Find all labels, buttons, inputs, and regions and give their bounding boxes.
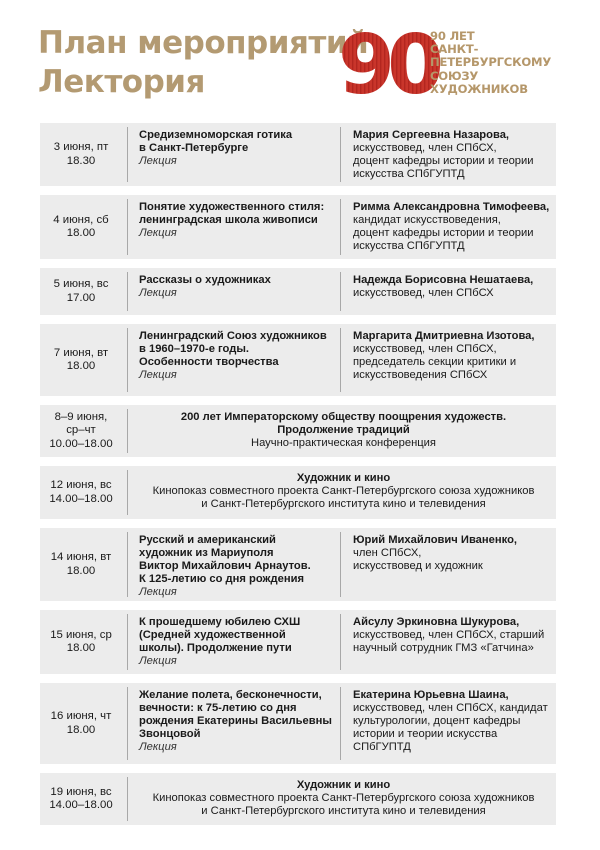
column-divider [127, 409, 128, 453]
column-divider [340, 272, 341, 311]
event-title-line: Звонцовой [139, 728, 201, 741]
speaker-role-line: культурологии, доцент кафедры [353, 715, 521, 728]
speaker-role-line: искусства СПбГУПТД [353, 240, 465, 253]
schedule-row [40, 528, 556, 601]
speaker-block [353, 201, 553, 253]
speaker-role-line: искусствовед, член СПбСХ, кандидат [353, 702, 548, 715]
logo-caption-line: ПЕТЕРБУРГСКОМУ [430, 55, 552, 70]
speaker-role-line: СПбГУПТД [353, 741, 411, 754]
speaker-role-line: искусствовед, член СПбСХ [353, 287, 494, 300]
event-date-inner [50, 629, 112, 656]
event-block [139, 689, 334, 754]
event-date-inner [54, 141, 109, 168]
speaker-role [353, 142, 553, 181]
speaker-role [353, 547, 553, 573]
event-date-line: 4 июня, сб [53, 213, 109, 226]
speaker-role-line: искусствовед, член СПбСХ, [353, 142, 497, 155]
page-title-line: Лектория [38, 64, 205, 100]
event-title-line: Средиземноморская готика [139, 129, 293, 141]
event-title-line: (Средней художественной [139, 629, 286, 642]
event-date-line: 18.00 [66, 642, 96, 654]
logo-caption-line: 90 ЛЕТ [430, 29, 475, 43]
event-title-line: в 1960–1970-е годы. [139, 343, 250, 356]
event-date-line: 17.00 [66, 291, 96, 304]
speaker-role-line: искусствовед, член СПбСХ, старший [353, 629, 545, 642]
column-divider [127, 272, 128, 311]
event-description-line: Кинопоказ совместного проекта Санкт-Петербургского союза художников [152, 485, 535, 498]
column-divider [127, 777, 128, 821]
event-block [139, 616, 334, 668]
logo-caption-line: САНКТ- [430, 42, 479, 57]
event-date-line: 18.00 [66, 227, 96, 239]
column-divider [127, 199, 128, 255]
speaker-role [353, 702, 553, 754]
schedule-row [40, 123, 556, 186]
event-date-line: 14.00–18.00 [49, 492, 113, 505]
speaker-role-line: член СПбСХ, [353, 547, 422, 560]
schedule-row [40, 683, 556, 764]
event-kind: Лекция [139, 369, 177, 382]
event-date-inner [51, 710, 112, 737]
event-date-line: ср–чт [66, 424, 96, 437]
event-description-line: и Санкт-Петербургского института кино и телевидения [201, 498, 486, 511]
speaker-name: Маргарита Дмитриевна Изотова, [353, 330, 535, 342]
event-title-line: Художник и кино [296, 472, 391, 484]
event-date [40, 773, 122, 825]
event-block [139, 129, 334, 168]
speaker-role-line: доцент кафедры истории и теории [353, 227, 534, 240]
event-kind: Лекция [139, 155, 177, 168]
event-title-line: Виктор Михайлович Арнаутов. [139, 560, 311, 573]
column-divider [127, 614, 128, 670]
event-date [40, 324, 122, 396]
schedule-row [40, 610, 556, 674]
speaker-name: Мария Сергеевна Назарова, [353, 129, 510, 141]
event-block [139, 534, 334, 599]
speaker-role-line: кандидат искусствоведения, [353, 214, 501, 227]
schedule-row [40, 324, 556, 396]
event-date-line: 8–9 июня, [54, 410, 108, 423]
event-date-line: 3 июня, пт [53, 141, 109, 153]
column-divider [127, 532, 128, 597]
event-kind: Лекция [139, 655, 177, 668]
event-block [139, 201, 334, 240]
speaker-role-line: искусства СПбГУПТД [353, 168, 465, 181]
event-date-line: 18.30 [66, 154, 96, 167]
event-title-line: рождения Екатерины Васильевны [139, 715, 332, 728]
page-title [38, 24, 368, 102]
column-divider [127, 687, 128, 760]
event-description-line: и Санкт-Петербургского института кино и телевидения [201, 805, 486, 818]
event-date [40, 123, 122, 186]
schedule-row [40, 268, 556, 315]
speaker-block [353, 689, 553, 754]
speaker-name: Надежда Борисовна Нешатаева, [353, 274, 534, 286]
event-kind: Лекция [139, 586, 177, 599]
event-date-inner [54, 347, 108, 374]
column-divider [340, 127, 341, 182]
event-date [40, 466, 122, 519]
event-date-inner [51, 551, 112, 578]
event-kind: Лекция [139, 287, 177, 300]
event-kind: Лекция [139, 741, 177, 754]
event-title-line: Рассказы о художниках [139, 274, 271, 286]
event-title-line: школы). Продолжение пути [139, 642, 292, 655]
column-divider [340, 614, 341, 670]
event-title-line: вечности: к 75-летию со дня [139, 702, 297, 715]
event-description-line: Научно-практическая конференция [251, 437, 436, 450]
anniversary-90-logo [337, 18, 437, 113]
event-schedule [40, 123, 556, 834]
event-date-line: 15 июня, ср [50, 628, 112, 641]
event-title-line: в Санкт-Петербурге [139, 142, 249, 155]
event-date [40, 405, 122, 457]
speaker-name: Юрий Михайлович Иваненко, [353, 534, 518, 546]
event-block [135, 472, 552, 511]
event-title-line: Русский и американский [139, 534, 276, 546]
speaker-name: Екатерина Юрьевна Шаина, [353, 689, 509, 701]
speaker-block [353, 616, 553, 655]
speaker-role [353, 629, 553, 655]
event-date [40, 195, 122, 259]
speaker-name: Римма Александровна Тимофеева, [353, 201, 550, 213]
column-divider [340, 532, 341, 597]
speaker-role-line: научный сотрудник ГМЗ «Гатчина» [353, 642, 534, 655]
event-title-line: К 125-летию со дня рождения [139, 573, 304, 586]
event-date-line: 7 июня, вт [53, 346, 109, 359]
speaker-role-line: истории и теории искусства [353, 728, 498, 741]
event-date-line: 19 июня, вс [50, 785, 112, 798]
event-date-inner [53, 214, 108, 241]
event-date-line: 14.00–18.00 [49, 799, 113, 811]
event-title-line: Понятие художественного стиля: [139, 201, 325, 213]
schedule-row-wide [40, 405, 556, 457]
event-date-line: 18.00 [66, 360, 96, 372]
event-title-line: Желание полета, бесконечности, [139, 689, 322, 701]
speaker-role [353, 343, 553, 382]
event-date [40, 683, 122, 764]
event-block [135, 411, 552, 450]
event-title-line: Продолжение традиций [277, 424, 410, 437]
column-divider [340, 199, 341, 255]
speaker-block [353, 274, 553, 300]
speaker-block [353, 129, 553, 181]
logo-caption [430, 30, 590, 96]
event-title-line: К прошедшему юбилею СХШ [139, 616, 301, 628]
event-date-line: 12 июня, вс [50, 479, 112, 491]
logo-caption-line: ХУДОЖНИКОВ [430, 81, 528, 96]
event-date-line: 10.00–18.00 [49, 437, 113, 450]
event-title-line: Художник и кино [296, 779, 391, 791]
speaker-block [353, 534, 553, 573]
event-date-line: 16 июня, чт [50, 710, 112, 722]
event-date-inner [49, 479, 112, 506]
event-title-line: 200 лет Императорскому обществу поощрения художеств. [180, 411, 507, 423]
event-date-inner [49, 411, 112, 452]
page-title-line: План мероприятий [38, 25, 369, 61]
speaker-role-line: искусствовед и художник [353, 560, 483, 573]
column-divider [340, 328, 341, 392]
event-title-line: Ленинградский Союз художников [139, 330, 327, 342]
speaker-role [353, 287, 553, 300]
speaker-name: Айсулу Эркиновна Шукурова, [353, 616, 520, 628]
event-date [40, 610, 122, 674]
event-date-line: 14 июня, вт [50, 551, 112, 563]
event-title-line: ленинградская школа живописи [139, 214, 318, 227]
column-divider [127, 328, 128, 392]
logo-number: 90 [337, 18, 437, 113]
event-date [40, 268, 122, 315]
speaker-role-line: председатель секции критики и [353, 356, 517, 369]
event-block [135, 779, 552, 818]
schedule-row [40, 195, 556, 259]
event-title-line: художник из Мариуполя [139, 547, 274, 560]
event-kind: Лекция [139, 227, 177, 240]
schedule-row-wide [40, 466, 556, 519]
speaker-role-line: искусствоведения СПбСХ [353, 369, 488, 382]
event-block [139, 274, 334, 300]
column-divider [340, 687, 341, 760]
logo-caption-line: СОЮЗУ [430, 68, 479, 83]
column-divider [127, 470, 128, 515]
event-title-line: Особенности творчества [139, 356, 279, 369]
speaker-role-line: доцент кафедры истории и теории [353, 155, 534, 168]
event-description-line: Кинопоказ совместного проекта Санкт-Петербургского союза художников [152, 792, 535, 805]
event-date-line: 18.00 [66, 723, 96, 736]
event-date-inner [49, 786, 112, 813]
event-date-line: 5 июня, вс [53, 278, 109, 290]
schedule-row-wide [40, 773, 556, 825]
speaker-role-line: искусствовед, член СПбСХ, [353, 343, 497, 356]
speaker-block [353, 330, 553, 382]
speaker-role [353, 214, 553, 253]
event-block [139, 330, 334, 382]
event-date [40, 528, 122, 601]
event-date-inner [54, 278, 109, 305]
column-divider [127, 127, 128, 182]
event-date-line: 18.00 [66, 564, 96, 577]
